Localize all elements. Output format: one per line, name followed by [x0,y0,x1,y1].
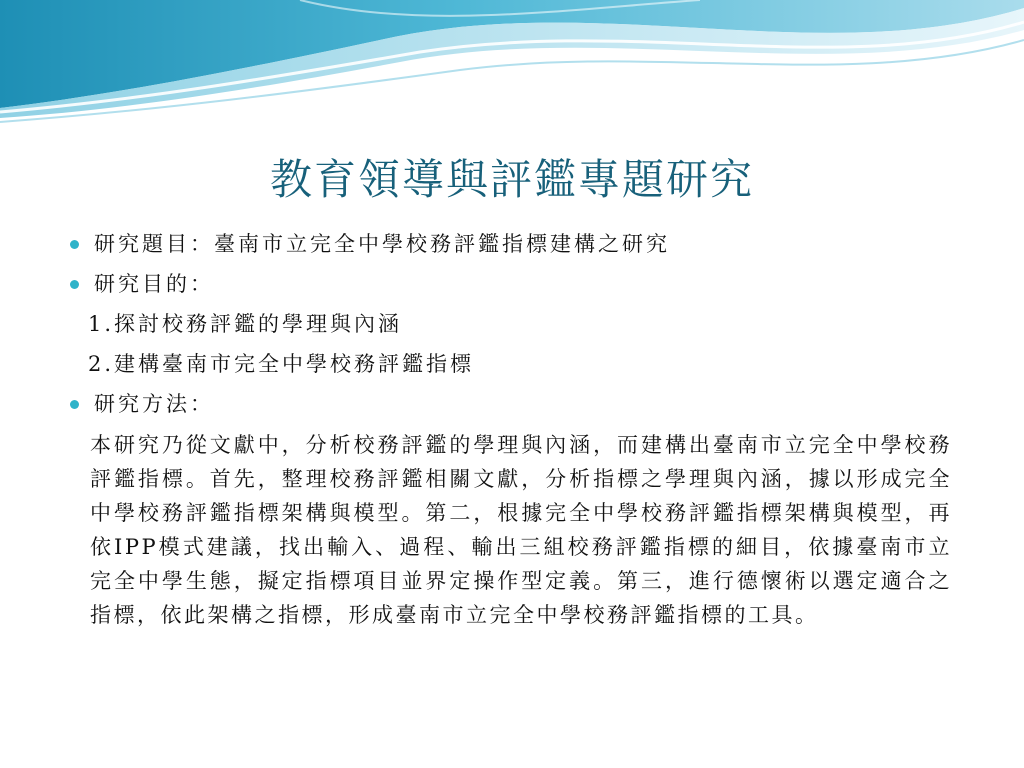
bullet-text: 研究方法： [94,392,214,416]
bullet-item-research-purpose [70,266,970,306]
bullet-dot-icon [70,280,79,289]
bullet-text: 研究目的： [94,272,214,296]
objective-item-2: 2.建構臺南市完全中學校務評鑑指標 [88,352,475,376]
objective-item-1: 1.探討校務評鑑的學理與內涵 [88,312,403,336]
bullet-dot-icon [70,400,79,409]
bullet-item-research-topic [70,226,970,266]
slide-content [70,226,970,632]
bullet-item-research-method [70,386,970,426]
header-wave-decoration [0,0,1024,130]
method-paragraph: 本研究乃從文獻中，分析校務評鑑的學理與內涵，而建構出臺南市立完全中學校務評鑑指標。首先，整理校務評鑑相關文獻，分析指標之學理與內涵，據以形成完全中學校務評鑑指標架構與模型。第二，根據完全中學校務評鑑指標架構與模型，再依IPP模式建議，找出輸入、過程、輸出三組校務評鑑指標的細目，依據臺南市立完全中學生態，擬定指標項目並界定操作型定義。第三，進行德懷術以選定適合之指標，依此架構之指標，形成臺南市立完全中學校務評鑑指標的工具。 [90,433,952,627]
bullet-dot-icon [70,240,79,249]
slide-title: 教育領導與評鑑專題研究 [269,155,754,204]
bullet-text: 研究題目：臺南市立完全中學校務評鑑指標建構之研究 [94,232,670,256]
